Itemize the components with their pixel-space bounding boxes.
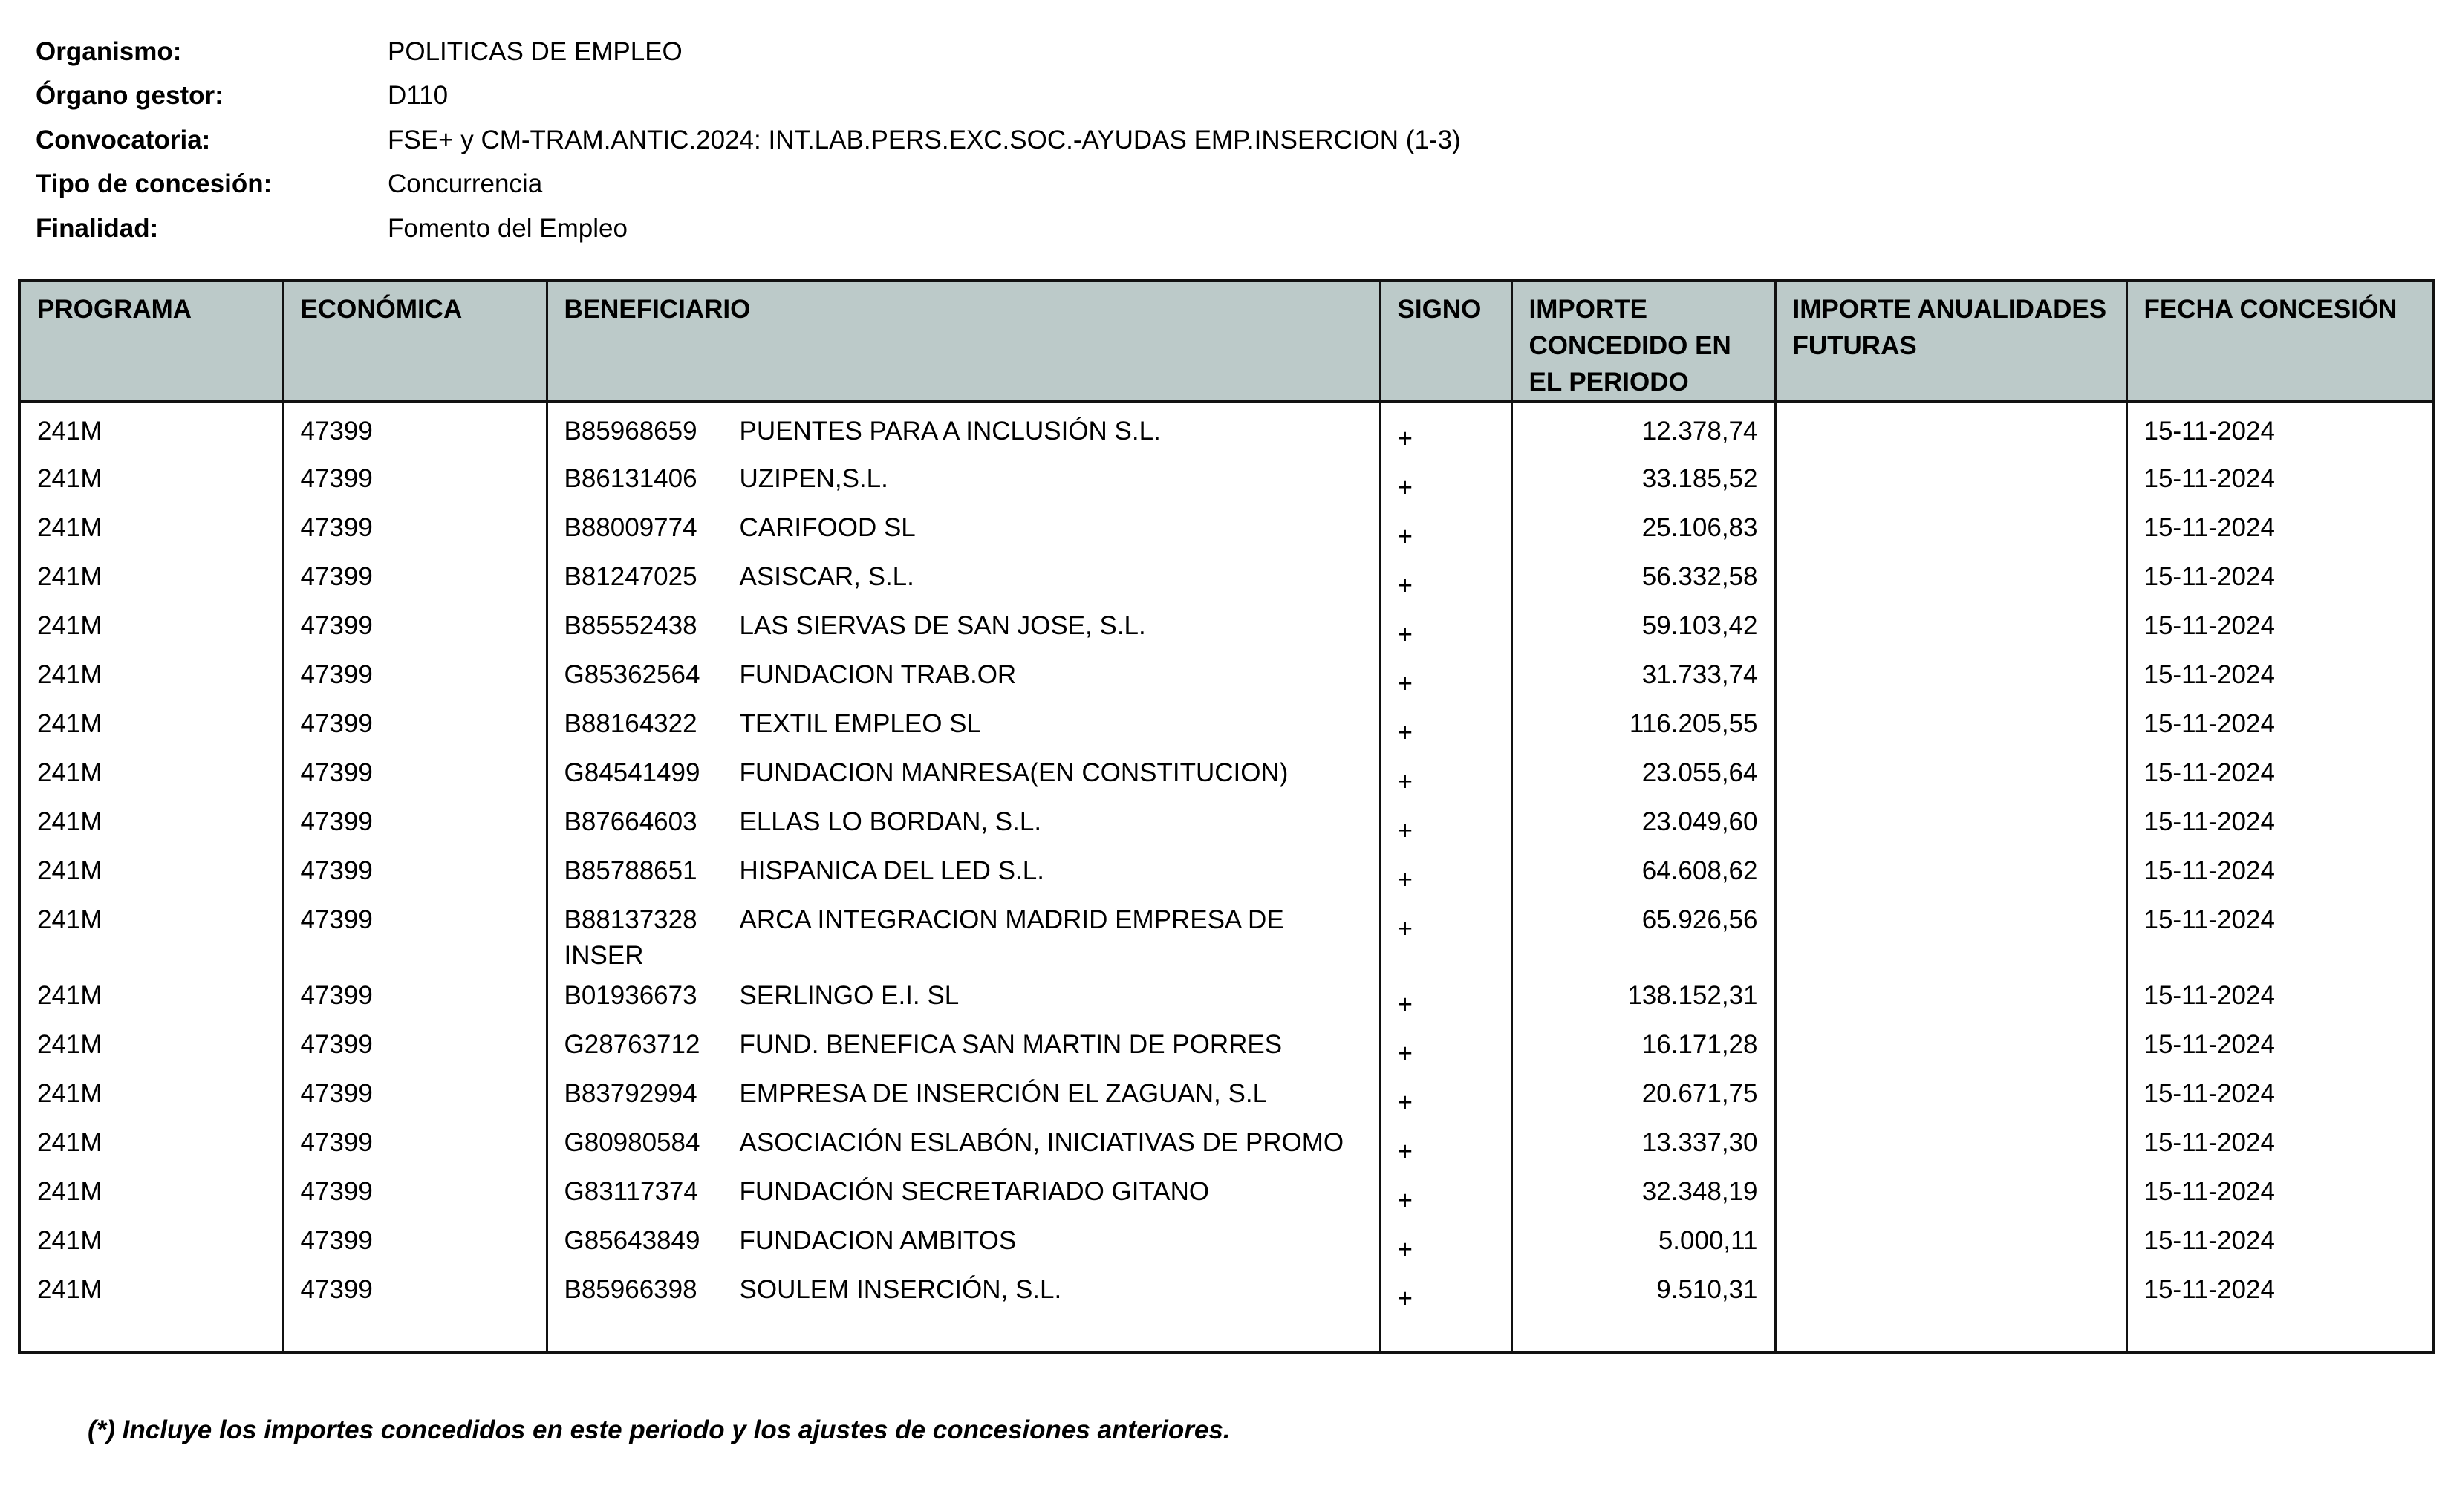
beneficiario-cell bbox=[547, 402, 1380, 457]
beneficiario-cell bbox=[547, 604, 1380, 653]
economica-cell: 47399 bbox=[283, 1072, 547, 1121]
beneficiario-nombre: ASISCAR, S.L. bbox=[739, 562, 914, 591]
beneficiario-cell bbox=[547, 974, 1380, 1023]
beneficiario-nombre: LAS SIERVAS DE SAN JOSE, S.L. bbox=[739, 611, 1146, 640]
organo-gestor-label: Órgano gestor: bbox=[36, 81, 224, 111]
table-row bbox=[19, 457, 2433, 506]
beneficiario-nif: G80980584 bbox=[564, 1128, 700, 1157]
programa-cell: 241M bbox=[37, 417, 102, 446]
fecha-cell: 15-11-2024 bbox=[2126, 702, 2433, 751]
beneficiario-nif: G85362564 bbox=[564, 660, 700, 689]
beneficiario-cell bbox=[547, 1121, 1380, 1170]
fecha-cell: 15-11-2024 bbox=[2126, 457, 2433, 506]
programa-cell: 241M bbox=[37, 1128, 102, 1157]
beneficiario-nif: B87664603 bbox=[564, 807, 697, 836]
importe-cell: 32.348,19 bbox=[1511, 1170, 1775, 1219]
economica-cell: 47399 bbox=[283, 1268, 547, 1317]
economica-cell: 47399 bbox=[283, 702, 547, 751]
economica-cell: 47399 bbox=[283, 506, 547, 555]
beneficiario-cell bbox=[547, 1219, 1380, 1268]
convocatoria-value: FSE+ y CM-TRAM.ANTIC.2024: INT.LAB.PERS.EXC.SOC.-AYUDAS EMP.INSERCION (1-3) bbox=[388, 125, 1461, 154]
beneficiario-cell bbox=[547, 506, 1380, 555]
importe-cell: 56.332,58 bbox=[1511, 555, 1775, 604]
finalidad-value: Fomento del Empleo bbox=[388, 213, 628, 243]
signo-cell: + bbox=[1380, 604, 1511, 653]
organo-gestor-value: D110 bbox=[388, 81, 449, 111]
beneficiario-nif: G84541499 bbox=[564, 758, 700, 787]
beneficiario-nombre: SOULEM INSERCIÓN, S.L. bbox=[739, 1275, 1062, 1304]
signo-cell: + bbox=[1380, 1219, 1511, 1268]
economica-cell: 47399 bbox=[283, 1121, 547, 1170]
futuras-cell bbox=[1775, 457, 2126, 506]
beneficiario-nif: B88009774 bbox=[564, 513, 697, 542]
table-row bbox=[19, 1023, 2433, 1072]
beneficiario-cell bbox=[547, 751, 1380, 800]
fecha-cell: 15-11-2024 bbox=[2126, 1170, 2433, 1219]
futuras-cell bbox=[1775, 800, 2126, 849]
fecha-cell: 15-11-2024 bbox=[2126, 974, 2433, 1023]
fecha-cell: 15-11-2024 bbox=[2126, 1268, 2433, 1317]
futuras-cell bbox=[1775, 604, 2126, 653]
column-header-beneficiario: BENEFICIARIO bbox=[547, 281, 1380, 402]
futuras-cell bbox=[1775, 751, 2126, 800]
futuras-cell bbox=[1775, 1219, 2126, 1268]
table-row bbox=[19, 1072, 2433, 1121]
table-row bbox=[19, 702, 2433, 751]
filler-cell bbox=[2126, 1317, 2433, 1352]
beneficiario-nif: B88137328 bbox=[564, 905, 697, 934]
futuras-cell bbox=[1775, 1170, 2126, 1219]
signo-cell: + bbox=[1380, 1023, 1511, 1072]
programa-cell: 241M bbox=[37, 758, 102, 787]
signo-cell: + bbox=[1380, 506, 1511, 555]
programa-cell: 241M bbox=[37, 1226, 102, 1255]
column-header-futuras: IMPORTE ANUALIDADES FUTURAS bbox=[1775, 281, 2126, 402]
fecha-cell: 15-11-2024 bbox=[2126, 800, 2433, 849]
beneficiario-cell bbox=[547, 1023, 1380, 1072]
beneficiario-cell bbox=[547, 555, 1380, 604]
table-row bbox=[19, 800, 2433, 849]
table-row bbox=[19, 402, 2433, 457]
signo-cell: + bbox=[1380, 1072, 1511, 1121]
importe-cell: 23.055,64 bbox=[1511, 751, 1775, 800]
convocatoria-row bbox=[36, 118, 1461, 163]
beneficiario-nif: B85788651 bbox=[564, 856, 697, 885]
programa-cell: 241M bbox=[37, 1177, 102, 1206]
importe-cell: 33.185,52 bbox=[1511, 457, 1775, 506]
filler-cell bbox=[19, 1317, 283, 1352]
economica-cell: 47399 bbox=[283, 457, 547, 506]
economica-cell: 47399 bbox=[283, 604, 547, 653]
beneficiario-cell bbox=[547, 1072, 1380, 1121]
beneficiario-nombre: FUNDACION AMBITOS bbox=[739, 1226, 1017, 1255]
fecha-cell: 15-11-2024 bbox=[2126, 1023, 2433, 1072]
fecha-cell: 15-11-2024 bbox=[2126, 653, 2433, 702]
table-row bbox=[19, 506, 2433, 555]
beneficiario-nombre: FUNDACION MANRESA(EN CONSTITUCION) bbox=[739, 758, 1289, 787]
economica-cell: 47399 bbox=[283, 1219, 547, 1268]
beneficiario-cell bbox=[547, 1268, 1380, 1317]
signo-cell: + bbox=[1380, 1170, 1511, 1219]
importe-cell: 5.000,11 bbox=[1511, 1219, 1775, 1268]
beneficiario-nif: B88164322 bbox=[564, 709, 697, 738]
table-filler-row bbox=[19, 1317, 2433, 1352]
fecha-cell: 15-11-2024 bbox=[2126, 1219, 2433, 1268]
programa-cell: 241M bbox=[37, 611, 102, 640]
tipo-concesion-row bbox=[36, 163, 1461, 207]
table-row bbox=[19, 974, 2433, 1023]
beneficiario-cell bbox=[547, 702, 1380, 751]
filler-cell bbox=[1380, 1317, 1511, 1352]
importe-cell: 59.103,42 bbox=[1511, 604, 1775, 653]
importe-cell: 138.152,31 bbox=[1511, 974, 1775, 1023]
table-row bbox=[19, 1268, 2433, 1317]
beneficiario-nombre: CARIFOOD SL bbox=[739, 513, 916, 542]
table-row bbox=[19, 751, 2433, 800]
beneficiario-nombre: EMPRESA DE INSERCIÓN EL ZAGUAN, S.L bbox=[739, 1079, 1268, 1108]
column-header-signo: SIGNO bbox=[1380, 281, 1511, 402]
programa-cell: 241M bbox=[37, 513, 102, 542]
beneficiario-nif: B85968659 bbox=[564, 417, 697, 446]
economica-cell: 47399 bbox=[283, 898, 547, 974]
beneficiario-nif: B81247025 bbox=[564, 562, 697, 591]
economica-cell: 47399 bbox=[283, 555, 547, 604]
programa-cell: 241M bbox=[37, 807, 102, 836]
table-body bbox=[19, 402, 2433, 1352]
beneficiario-nif: G83117374 bbox=[564, 1177, 698, 1206]
table-header-row bbox=[19, 281, 2433, 402]
futuras-cell bbox=[1775, 702, 2126, 751]
importe-cell: 20.671,75 bbox=[1511, 1072, 1775, 1121]
convocatoria-label: Convocatoria: bbox=[36, 125, 211, 154]
fecha-cell: 15-11-2024 bbox=[2126, 555, 2433, 604]
fecha-cell: 15-11-2024 bbox=[2126, 849, 2433, 898]
programa-cell: 241M bbox=[37, 1030, 102, 1059]
finalidad-row bbox=[36, 206, 1461, 251]
economica-cell: 47399 bbox=[283, 1170, 547, 1219]
column-header-economica: ECONÓMICA bbox=[283, 281, 547, 402]
footnote: (*) Incluye los importes concedidos en este periodo y los ajustes de concesiones anteriores. bbox=[88, 1415, 1231, 1444]
signo-cell: + bbox=[1380, 653, 1511, 702]
importe-cell: 65.926,56 bbox=[1511, 898, 1775, 974]
futuras-cell bbox=[1775, 1121, 2126, 1170]
importe-cell: 31.733,74 bbox=[1511, 653, 1775, 702]
table-row bbox=[19, 604, 2433, 653]
column-header-importe: IMPORTE CONCEDIDO EN EL PERIODO bbox=[1511, 281, 1775, 402]
signo-cell: + bbox=[1380, 849, 1511, 898]
metadata-block bbox=[36, 30, 1461, 251]
tipo-concesion-label: Tipo de concesión: bbox=[36, 169, 273, 199]
futuras-cell bbox=[1775, 849, 2126, 898]
beneficiario-cell bbox=[547, 457, 1380, 506]
tipo-concesion-value: Concurrencia bbox=[388, 169, 543, 199]
importe-cell: 12.378,74 bbox=[1511, 402, 1775, 457]
beneficiario-nombre: ARCA INTEGRACION MADRID EMPRESA DE INSER bbox=[564, 905, 1284, 970]
signo-cell: + bbox=[1380, 702, 1511, 751]
economica-cell: 47399 bbox=[283, 653, 547, 702]
beneficiario-cell bbox=[547, 849, 1380, 898]
organo-gestor-row bbox=[36, 74, 1461, 119]
beneficiario-nombre: FUNDACION TRAB.OR bbox=[739, 660, 1017, 689]
futuras-cell bbox=[1775, 1072, 2126, 1121]
signo-cell: + bbox=[1380, 457, 1511, 506]
programa-cell: 241M bbox=[37, 1079, 102, 1108]
beneficiario-cell bbox=[547, 898, 1380, 974]
fecha-cell: 15-11-2024 bbox=[2126, 604, 2433, 653]
filler-cell bbox=[547, 1317, 1380, 1352]
economica-cell: 47399 bbox=[283, 751, 547, 800]
beneficiario-nombre: SERLINGO E.I. SL bbox=[739, 981, 960, 1010]
fecha-cell: 15-11-2024 bbox=[2126, 506, 2433, 555]
futuras-cell bbox=[1775, 1268, 2126, 1317]
futuras-cell bbox=[1775, 555, 2126, 604]
fecha-cell: 15-11-2024 bbox=[2126, 1121, 2433, 1170]
importe-cell: 25.106,83 bbox=[1511, 506, 1775, 555]
beneficiario-nif: B85552438 bbox=[564, 611, 697, 640]
futuras-cell bbox=[1775, 1023, 2126, 1072]
importe-cell: 116.205,55 bbox=[1511, 702, 1775, 751]
signo-cell: + bbox=[1380, 800, 1511, 849]
table-row bbox=[19, 1121, 2433, 1170]
filler-cell bbox=[283, 1317, 547, 1352]
beneficiario-nif: G85643849 bbox=[564, 1226, 700, 1255]
fecha-cell: 15-11-2024 bbox=[2126, 402, 2433, 457]
signo-cell: + bbox=[1380, 555, 1511, 604]
beneficiario-cell bbox=[547, 1170, 1380, 1219]
organismo-value: POLITICAS DE EMPLEO bbox=[388, 36, 683, 66]
programa-cell: 241M bbox=[37, 981, 102, 1010]
economica-cell: 47399 bbox=[283, 402, 547, 457]
beneficiario-nombre: PUENTES PARA A INCLUSIÓN S.L. bbox=[739, 417, 1161, 446]
signo-cell: + bbox=[1380, 974, 1511, 1023]
economica-cell: 47399 bbox=[283, 974, 547, 1023]
beneficiario-nif: B01936673 bbox=[564, 981, 697, 1010]
beneficiario-nombre: UZIPEN,S.L. bbox=[739, 464, 888, 493]
importe-cell: 64.608,62 bbox=[1511, 849, 1775, 898]
futuras-cell bbox=[1775, 974, 2126, 1023]
signo-cell: + bbox=[1380, 1121, 1511, 1170]
beneficiario-nif: B86131406 bbox=[564, 464, 697, 493]
fecha-cell: 15-11-2024 bbox=[2126, 751, 2433, 800]
beneficiario-nombre: ELLAS LO BORDAN, S.L. bbox=[739, 807, 1042, 836]
signo-cell: + bbox=[1380, 751, 1511, 800]
fecha-cell: 15-11-2024 bbox=[2126, 1072, 2433, 1121]
programa-cell: 241M bbox=[37, 709, 102, 738]
beneficiario-cell bbox=[547, 800, 1380, 849]
column-header-programa: PROGRAMA bbox=[19, 281, 283, 402]
economica-cell: 47399 bbox=[283, 849, 547, 898]
beneficiario-nombre: TEXTIL EMPLEO SL bbox=[739, 709, 981, 738]
grants-table bbox=[18, 279, 2435, 1354]
importe-cell: 9.510,31 bbox=[1511, 1268, 1775, 1317]
beneficiario-nombre: FUND. BENEFICA SAN MARTIN DE PORRES bbox=[739, 1030, 1283, 1059]
importe-cell: 16.171,28 bbox=[1511, 1023, 1775, 1072]
futuras-cell bbox=[1775, 653, 2126, 702]
table-row bbox=[19, 849, 2433, 898]
importe-cell: 23.049,60 bbox=[1511, 800, 1775, 849]
economica-cell: 47399 bbox=[283, 800, 547, 849]
table-row bbox=[19, 653, 2433, 702]
programa-cell: 241M bbox=[37, 464, 102, 493]
beneficiario-nombre: HISPANICA DEL LED S.L. bbox=[739, 856, 1044, 885]
beneficiario-nif: B83792994 bbox=[564, 1079, 697, 1108]
beneficiario-nombre: FUNDACIÓN SECRETARIADO GITANO bbox=[739, 1177, 1210, 1206]
programa-cell: 241M bbox=[37, 905, 102, 934]
programa-cell: 241M bbox=[37, 660, 102, 689]
table-row bbox=[19, 1219, 2433, 1268]
organismo-row bbox=[36, 30, 1461, 74]
futuras-cell bbox=[1775, 402, 2126, 457]
futuras-cell bbox=[1775, 506, 2126, 555]
beneficiario-nombre: ASOCIACIÓN ESLABÓN, INICIATIVAS DE PROMO bbox=[739, 1128, 1344, 1157]
finalidad-label: Finalidad: bbox=[36, 213, 159, 243]
table-row bbox=[19, 555, 2433, 604]
organismo-label: Organismo: bbox=[36, 36, 182, 66]
beneficiario-cell bbox=[547, 653, 1380, 702]
table-row bbox=[19, 898, 2433, 974]
filler-cell bbox=[1511, 1317, 1775, 1352]
beneficiario-nif: B85966398 bbox=[564, 1275, 697, 1304]
signo-cell: + bbox=[1380, 402, 1511, 457]
fecha-cell: 15-11-2024 bbox=[2126, 898, 2433, 974]
column-header-fecha: FECHA CONCESIÓN bbox=[2126, 281, 2433, 402]
importe-cell: 13.337,30 bbox=[1511, 1121, 1775, 1170]
filler-cell bbox=[1775, 1317, 2126, 1352]
futuras-cell bbox=[1775, 898, 2126, 974]
signo-cell: + bbox=[1380, 898, 1511, 974]
beneficiario-nif: G28763712 bbox=[564, 1030, 700, 1059]
programa-cell: 241M bbox=[37, 1275, 102, 1304]
economica-cell: 47399 bbox=[283, 1023, 547, 1072]
programa-cell: 241M bbox=[37, 856, 102, 885]
signo-cell: + bbox=[1380, 1268, 1511, 1317]
table-row bbox=[19, 1170, 2433, 1219]
programa-cell: 241M bbox=[37, 562, 102, 591]
